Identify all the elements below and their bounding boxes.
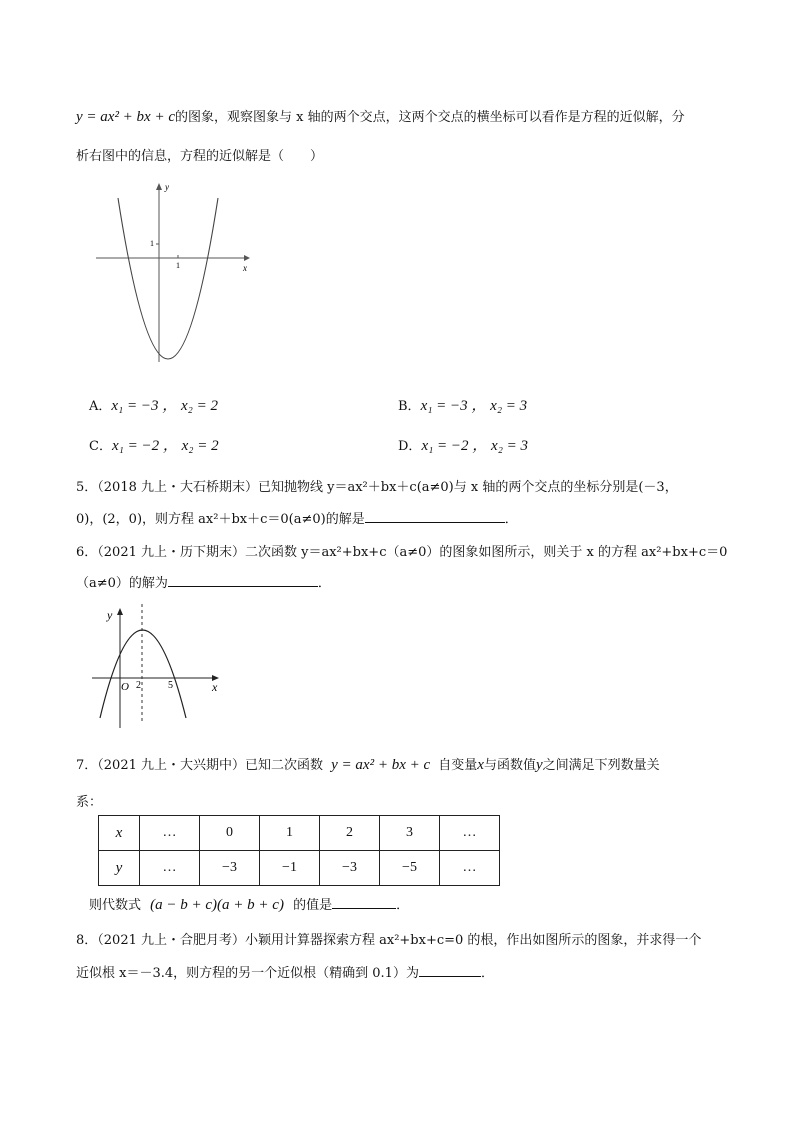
q4-y-label: y (165, 182, 169, 192)
q6-tick-5: 5 (168, 680, 173, 691)
q4-option-c[interactable]: C．x₁ = −2 ， x₂ = 2 (89, 438, 219, 454)
q4-y-arrow (156, 183, 162, 190)
q4-stem-line1 (76, 106, 685, 126)
q7-value-table (98, 815, 500, 886)
q8-line2: 近似根 x＝－3.4，则方程的另一个近似根（精确到 0.1）为 ． (76, 962, 494, 981)
q6-y-label: y (107, 608, 113, 622)
q4-x-arrow (244, 255, 250, 261)
table-row: x … 0 1 2 3 … (99, 816, 500, 851)
q7-answer-blank[interactable] (332, 894, 396, 909)
q4-parabola-graph (92, 180, 262, 365)
q4-option-b[interactable]: B．x₁ = −3 ， x₂ = 3 (398, 398, 528, 414)
q4-function-expression: y = ax² + bx + c (76, 109, 175, 125)
q7-algebraic-expression: (a − b + c)(a + b + c) (150, 897, 284, 913)
q4-stem-text: 的图象，观察图象与 x 轴的两个交点，这两个交点的横坐标可以看作是方程的近似解，分 (175, 110, 685, 125)
q6-line2: （a≠0）的解为 ． (76, 572, 331, 591)
q7-line1: 7．（2021 九上・大兴期中）已知二次函数 y = ax² + bx + c 自变量x与函数值y之间满足下列数量关 (76, 757, 660, 773)
q5-line1: 5．（2018 九上・大石桥期末）已知抛物线 y＝ax²＋bx＋c(a≠0)与 x 轴的两个交点的坐标分别是(－3， (76, 480, 678, 495)
q5-answer-blank[interactable] (365, 508, 505, 523)
q7-line2: 系： (76, 795, 103, 810)
q6-parabola-curve (100, 630, 186, 718)
q7-after-table: 则代数式 (a − b + c)(a + b + c) 的值是 ． (89, 894, 409, 914)
q6-parabola-graph (88, 600, 228, 730)
q4-stem-line2: 析右图中的信息，方程的近似解是（ ） (76, 149, 324, 164)
q4-option-d[interactable]: D．x₁ = −2 ， x₂ = 3 (398, 438, 529, 454)
q6-origin-label: O (121, 681, 129, 693)
q7-function-expression: y = ax² + bx + c (331, 757, 431, 773)
q6-line1: 6．（2021 九上・历下期末）二次函数 y＝ax²+bx+c（a≠0）的图象如图所示，则关于 x 的方程 ax²+bx+c＝0 (76, 545, 728, 560)
q4-parabola-curve (118, 198, 218, 359)
q6-tick-2: 2 (136, 680, 141, 691)
q5-line2: 0)，(2，0)，则方程 ax²＋bx＋c＝0(a≠0)的解是 ． (76, 508, 518, 527)
q8-line1: 8．（2021 九上・合肥月考）小颖用计算器探索方程 ax²+bx+c=0 的根，作出如图所示的图象，并求得一个 (76, 933, 702, 948)
q4-option-a[interactable]: A．x₁ = −3 ， x₂ = 2 (89, 398, 219, 414)
q8-answer-blank[interactable] (419, 962, 481, 977)
table-row: y … −3 −1 −3 −5 … (99, 851, 500, 886)
q4-x-label: x (243, 263, 247, 273)
q4-tick-x: 1 (176, 261, 180, 270)
q6-answer-blank[interactable] (168, 572, 318, 587)
q6-x-label: x (212, 680, 218, 694)
q4-tick-y: 1 (150, 239, 154, 248)
